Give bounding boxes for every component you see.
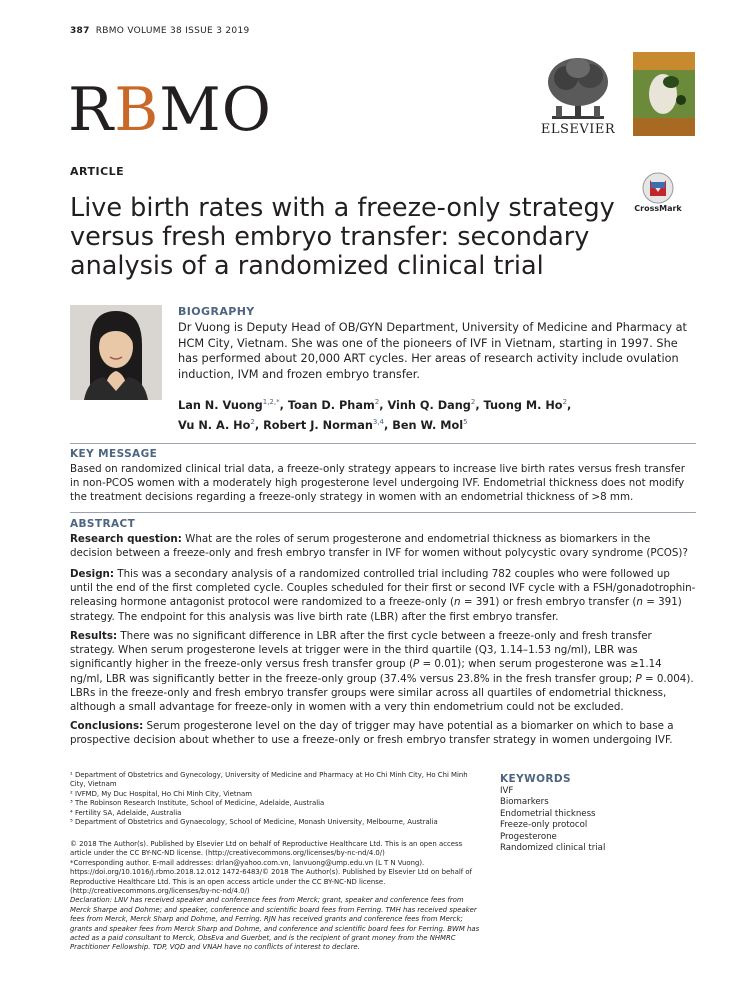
keyword-item: Progesterone	[500, 831, 557, 842]
italic-n: n	[636, 596, 643, 609]
author-name[interactable]: Tuong M. Ho	[483, 398, 563, 412]
section-label: Results:	[70, 630, 118, 642]
author-list: Lan N. Vuong$^{1,2,*}$, Toan D. Pham$^2$, Vinh Q. Dang$^2$, Tuong M. Ho$^2$, Vu N. A. Ho$^2$, Robert J. Norman$^{3,4}$, Ben W. Mol$^5$	[178, 398, 572, 432]
author-affiliation[interactable]: 2	[250, 417, 255, 426]
keywords-list	[500, 786, 605, 854]
divider	[70, 443, 696, 444]
keywords-heading: KEYWORDS	[500, 773, 571, 785]
author-affiliation[interactable]: 2	[562, 398, 568, 406]
section-label: Conclusions:	[70, 720, 144, 732]
section-text: Serum progesterone level on the day of trigger may have potential as a biomarker on which to base a prospective decision about whether to use a freeze-only or fresh embryo transfer strategy in women undergoing IVF.	[70, 720, 674, 747]
section-text: There was no significant difference in LBR after the first cycle between a freeze-only and fresh transfer strategy. When serum progesterone levels at trigger were in the third quartile (Q3, 1.14–1.53 ng/ml), LBR was significantly higher in the freeze-only versus fresh transfer group (	[70, 630, 652, 671]
author-name[interactable]: Robert J. Norman	[263, 418, 373, 432]
publisher-name: ELSEVIER	[540, 122, 616, 137]
author-affiliation[interactable]: 2	[374, 398, 380, 406]
author-affiliation[interactable]: 5	[463, 417, 468, 426]
author-affiliation[interactable]: 1,2,*	[262, 398, 280, 406]
abstract-design	[70, 567, 696, 624]
abstract-heading: ABSTRACT	[70, 518, 136, 530]
italic-n: n	[454, 596, 461, 609]
affiliation-item: ⁴ Fertility SA, Adelaide, Australia	[70, 808, 182, 817]
keyword-item: Endometrial thickness	[500, 808, 596, 819]
page-number: 387	[70, 26, 90, 36]
section-label: Research question:	[70, 533, 182, 545]
affiliations	[70, 771, 480, 827]
article-type: ARTICLE	[70, 165, 125, 178]
keyword-item: IVF	[500, 786, 514, 796]
keyword-item: Biomarkers	[500, 797, 549, 808]
copyright-note: © 2018 The Author(s). Published by Elsevier Ltd on behalf of Reproductive Healthcare Ltd. This is an open access article under the CC BY-NC-ND license. (http://creativecommons.org/licenses/by-nc-nd/4.0/)	[70, 840, 463, 858]
affiliation-item: ⁵ Department of Obstetrics and Gynaecology, School of Medicine, Monash University, Melbourne, Australia	[70, 818, 438, 827]
key-message-text: Based on randomized clinical trial data, a freeze-only strategy appears to increase live birth rates versus fresh transfer in non-PCOS women with a moderately high progesterone level undergoing IVF. Endometrial thickness does not modify the treatment decisions regarding a freeze-only strategy in women with an endometrial thickness of >8 mm.	[70, 463, 685, 504]
author-name[interactable]: Vu N. A. Ho	[178, 418, 251, 432]
section-text: = 391) strategy. The endpoint for this analysis was live birth rate (LBR) after the first embryo transfer.	[70, 596, 682, 623]
affiliation-item: ² IVFMD, My Duc Hospital, Ho Chi Minh City, Vietnam	[70, 789, 252, 798]
journal-cover-image[interactable]	[633, 52, 695, 136]
logo-letters-mo: MO	[159, 75, 272, 145]
biography-heading: BIOGRAPHY	[178, 305, 255, 318]
section-text: What are the roles of serum progesterone and endometrial thickness as biomarkers in the decision between a freeze-only and fresh embryo transfer in IVF for women without polycystic ovary syndrome (PCOS)?	[70, 533, 688, 560]
corresponding-author-note[interactable]: *Corresponding author. E-mail addresses: drlan@yahoo.com.vn, lanvuong@ump.edu.vn (L T N Vuong). https://doi.org/10.1016/j.rbmo.2018.12.012 1472-6483/© 2018 The Author(s). Published by Elsevier Ltd on behalf of Reproductive Healthcare Ltd. This is an open access article under the CC BY-NC-ND license. (http://creativecommons.org/licenses/by-nc-nd/4.0/)	[70, 858, 473, 896]
abstract-conclusions	[70, 719, 696, 747]
author-photo	[70, 305, 162, 400]
author-name[interactable]: Toan D. Pham	[287, 398, 375, 412]
logo-letter-b: B	[114, 75, 160, 145]
section-label: Design:	[70, 568, 115, 580]
biography-text: Dr Vuong is Deputy Head of OB/GYN Department, University of Medicine and Pharmacy at HCM City, Vietnam. She was one of the pioneers of IVF in Vietnam, starting in 1997. She has performed about 20,000 ART cycles. Her areas of research activity include ovulation induction, IVM and frozen embryo transfer.	[178, 321, 687, 381]
journal-logo	[68, 75, 272, 145]
author-affiliation[interactable]: 3,4	[372, 417, 384, 426]
italic-p: P	[635, 672, 642, 685]
affiliation-item: ¹ Department of Obstetrics and Gynecology, University of Medicine and Pharmacy at Ho Chi Minh City, Ho Chi Minh City, Vietnam	[70, 771, 468, 789]
section-text: = 0.01); when serum progesterone was ≥1.14 ng/ml, LBR was significantly better in the freeze-only group (37.4% versus 23.8% in the fresh transfer group;	[70, 658, 662, 685]
affiliation-item: ³ The Robinson Research Institute, School of Medicine, Adelaide, Australia	[70, 799, 325, 808]
author-affiliation[interactable]: 2	[470, 398, 476, 406]
key-message-heading: KEY MESSAGE	[70, 448, 158, 460]
divider	[70, 512, 696, 513]
abstract-research-question	[70, 532, 696, 560]
keyword-item: Randomized clinical trial	[500, 843, 606, 854]
author-name[interactable]: Vinh Q. Dang	[387, 398, 471, 412]
section-text: This was a secondary analysis of a randomized controlled trial including 782 couples who were followed up until the end of the first completed cycle. Couples scheduled for their first or second IVF cycle with a FSH/gonadotrophin-releasing hormone antagonist protocol were randomized to a freeze-only (	[70, 568, 696, 609]
declaration-note: Declaration: LNV has received speaker and conference fees from Merck; grant, speaker and conference fees from Merck Sharpe and Dohme; and speaker, conference and scientific board fees from Ferring. TMH has received speaker fees from Merck, Merck Sharp and Dohme, and Ferring. RJN has received grants and conference fees from Merck; grants and speaker fees from Merck Sharp and Dohme, and conference and scientific board fees for Ferring. BWM has acted as a paid consultant to Merck, ObsEva and Guerbet, and is the recipient of grant money from the NHMRC Practitioner Fellowship. TDP, VQD and VNAH have no conflicts of interest to declare.	[70, 896, 480, 952]
logo-letter-r: R	[68, 75, 115, 145]
crossmark-label[interactable]: CrossMark	[634, 204, 682, 213]
author-name[interactable]: Lan N. Vuong	[178, 398, 263, 412]
journal-line: RBMO VOLUME 38 ISSUE 3 2019	[95, 26, 250, 36]
section-text: = 391) or fresh embryo transfer (	[460, 596, 637, 609]
article-title: Live birth rates with a freeze-only strategy versus fresh embryo transfer: secondary analysis of a randomized clinical trial	[70, 193, 615, 281]
author-name[interactable]: Ben W. Mol	[392, 418, 464, 432]
abstract-results	[70, 629, 696, 714]
italic-p: P	[412, 658, 420, 671]
running-header	[70, 26, 250, 36]
footnotes	[70, 840, 480, 953]
keyword-item: Freeze-only protocol	[500, 820, 588, 831]
section-text: = 0.004). LBRs in the freeze-only and fresh embryo transfer groups were similar across all quartiles of endometrial thickness, although a small advantage for freeze-only in women with a very thin endometrium could not be excluded.	[70, 672, 694, 714]
